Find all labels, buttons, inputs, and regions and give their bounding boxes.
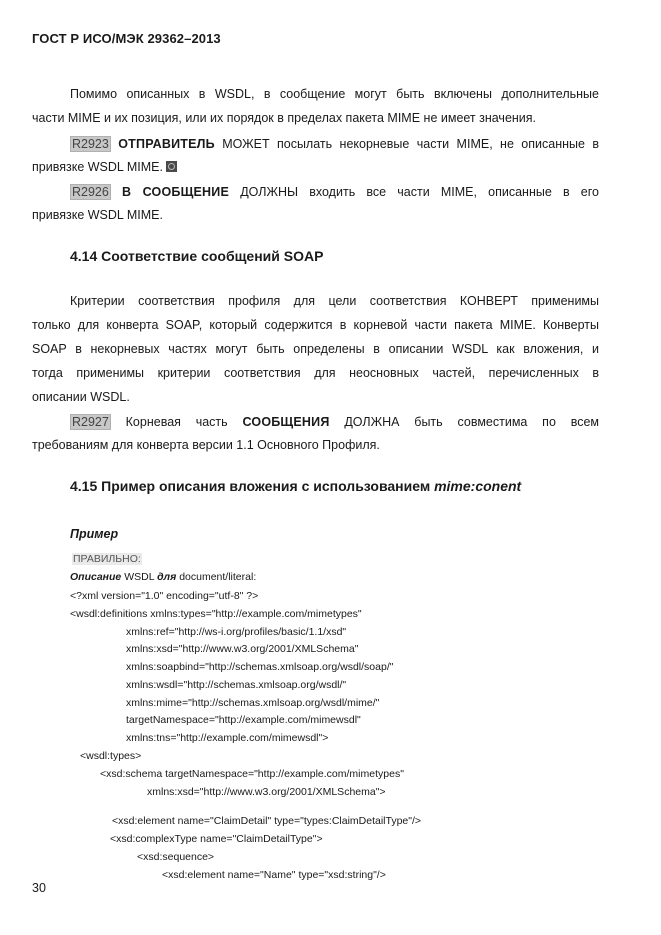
code-line: <xsd:complexType name="ClaimDetailType"> bbox=[110, 833, 323, 845]
code-line: <xsd:sequence> bbox=[137, 851, 215, 863]
page-number: 30 bbox=[32, 881, 46, 895]
code-line: <?xml version="1.0" encoding="utf-8" ?> bbox=[70, 590, 259, 602]
example-description bbox=[70, 571, 256, 583]
requirement-r2926-line-2: привязке WSDL MIME. bbox=[32, 208, 163, 222]
criteria-line-2: только для конверта SOAP, который содержится в корневой части пакета MIME. Конверты bbox=[32, 318, 599, 332]
requirement-r2927-line-2: требованиям для конверта версии 1.1 Основного Профиля. bbox=[32, 438, 380, 452]
code-line: <xsd:element name="Name" type="xsd:string"/> bbox=[162, 869, 386, 881]
criteria-line-1: Критерии соответствия профиля для цели соответствия КОНВЕРТ применимы bbox=[70, 294, 599, 308]
requirement-keyword: В СООБЩЕНИЕ bbox=[122, 185, 230, 199]
example-title: Пример bbox=[70, 527, 119, 541]
code-line: xmlns:xsd="http://www.w3.org/2001/XMLSchema"> bbox=[147, 786, 386, 798]
code-line: targetNamespace="http://example.com/mimewsdl" bbox=[126, 714, 361, 726]
criteria-line-3: SOAP в некорневых частях могут быть определены в описании WSDL как вложения, и bbox=[32, 342, 599, 356]
code-line: <wsdl:types> bbox=[80, 750, 142, 762]
section-heading-4-15 bbox=[70, 478, 521, 494]
code-line: xmlns:xsd="http://www.w3.org/2001/XMLSchema" bbox=[126, 643, 359, 655]
requirement-text: МОЖЕТ посылать некорневые части MIME, не описанные в bbox=[214, 137, 599, 151]
requirement-r2923 bbox=[70, 137, 599, 151]
code-line: xmlns:tns="http://example.com/mimewsdl"> bbox=[126, 732, 329, 744]
requirement-keyword: ОТПРАВИТЕЛЬ bbox=[118, 137, 215, 151]
description-text: WSDL bbox=[121, 571, 158, 583]
requirement-id-tag: R2927 bbox=[72, 415, 109, 429]
section-heading-text: 4.15 Пример описания вложения с использованием bbox=[70, 478, 435, 494]
correct-label: ПРАВИЛЬНО: bbox=[73, 553, 141, 565]
description-text: document/literal: bbox=[176, 571, 257, 583]
description-keyword: Описание bbox=[70, 571, 122, 583]
requirement-r2926 bbox=[70, 185, 599, 199]
requirement-text: Корневая часть bbox=[110, 415, 243, 429]
section-heading-4-14: 4.14 Соответствие сообщений SOAP bbox=[70, 248, 324, 264]
requirement-id-tag: R2926 bbox=[72, 185, 109, 199]
code-line: xmlns:ref="http://ws-i.org/profiles/basic/1.1/xsd" bbox=[126, 626, 347, 638]
requirement-r2927 bbox=[70, 415, 599, 429]
code-line: <wsdl:definitions xmlns:types="http://example.com/mimetypes" bbox=[70, 608, 362, 620]
requirement-text: ДОЛЖНЫ входить все части MIME, описанные в его bbox=[229, 185, 599, 199]
description-keyword: для bbox=[157, 571, 177, 583]
code-line: xmlns:mime="http://schemas.xmlsoap.org/wsdl/mime/" bbox=[126, 697, 380, 709]
code-line: <xsd:schema targetNamespace="http://example.com/mimetypes" bbox=[100, 768, 404, 780]
requirement-r2923-line-2 bbox=[32, 160, 177, 174]
intro-line-2: части MIME и их позиция, или их порядок в пределах пакета MIME не имеет значения. bbox=[32, 111, 537, 125]
code-line: xmlns:soapbind="http://schemas.xmlsoap.org/wsdl/soap/" bbox=[126, 661, 394, 673]
document-header: ГОСТ Р ИСО/МЭК 29362–2013 bbox=[32, 31, 221, 46]
code-line: xmlns:wsdl="http://schemas.xmlsoap.org/wsdl/" bbox=[126, 679, 347, 691]
requirement-text: ДОЛЖНА быть совместима по всем bbox=[329, 415, 599, 429]
criteria-line-5: описании WSDL. bbox=[32, 390, 130, 404]
intro-line-1: Помимо описанных в WSDL, в сообщение могут быть включены дополнительные bbox=[70, 87, 599, 101]
test-assertion-icon bbox=[166, 161, 177, 172]
requirement-id-tag: R2923 bbox=[72, 137, 109, 151]
criteria-line-4: тогда применимы критерии соответствия для неосновных частей, перечисленных в bbox=[32, 366, 599, 380]
code-line: <xsd:element name="ClaimDetail" type="types:ClaimDetailType"/> bbox=[112, 815, 422, 827]
requirement-text: привязке WSDL MIME. bbox=[32, 160, 163, 174]
requirement-keyword: СООБЩЕНИЯ bbox=[242, 415, 330, 429]
section-heading-term: mime:conent bbox=[434, 478, 522, 494]
